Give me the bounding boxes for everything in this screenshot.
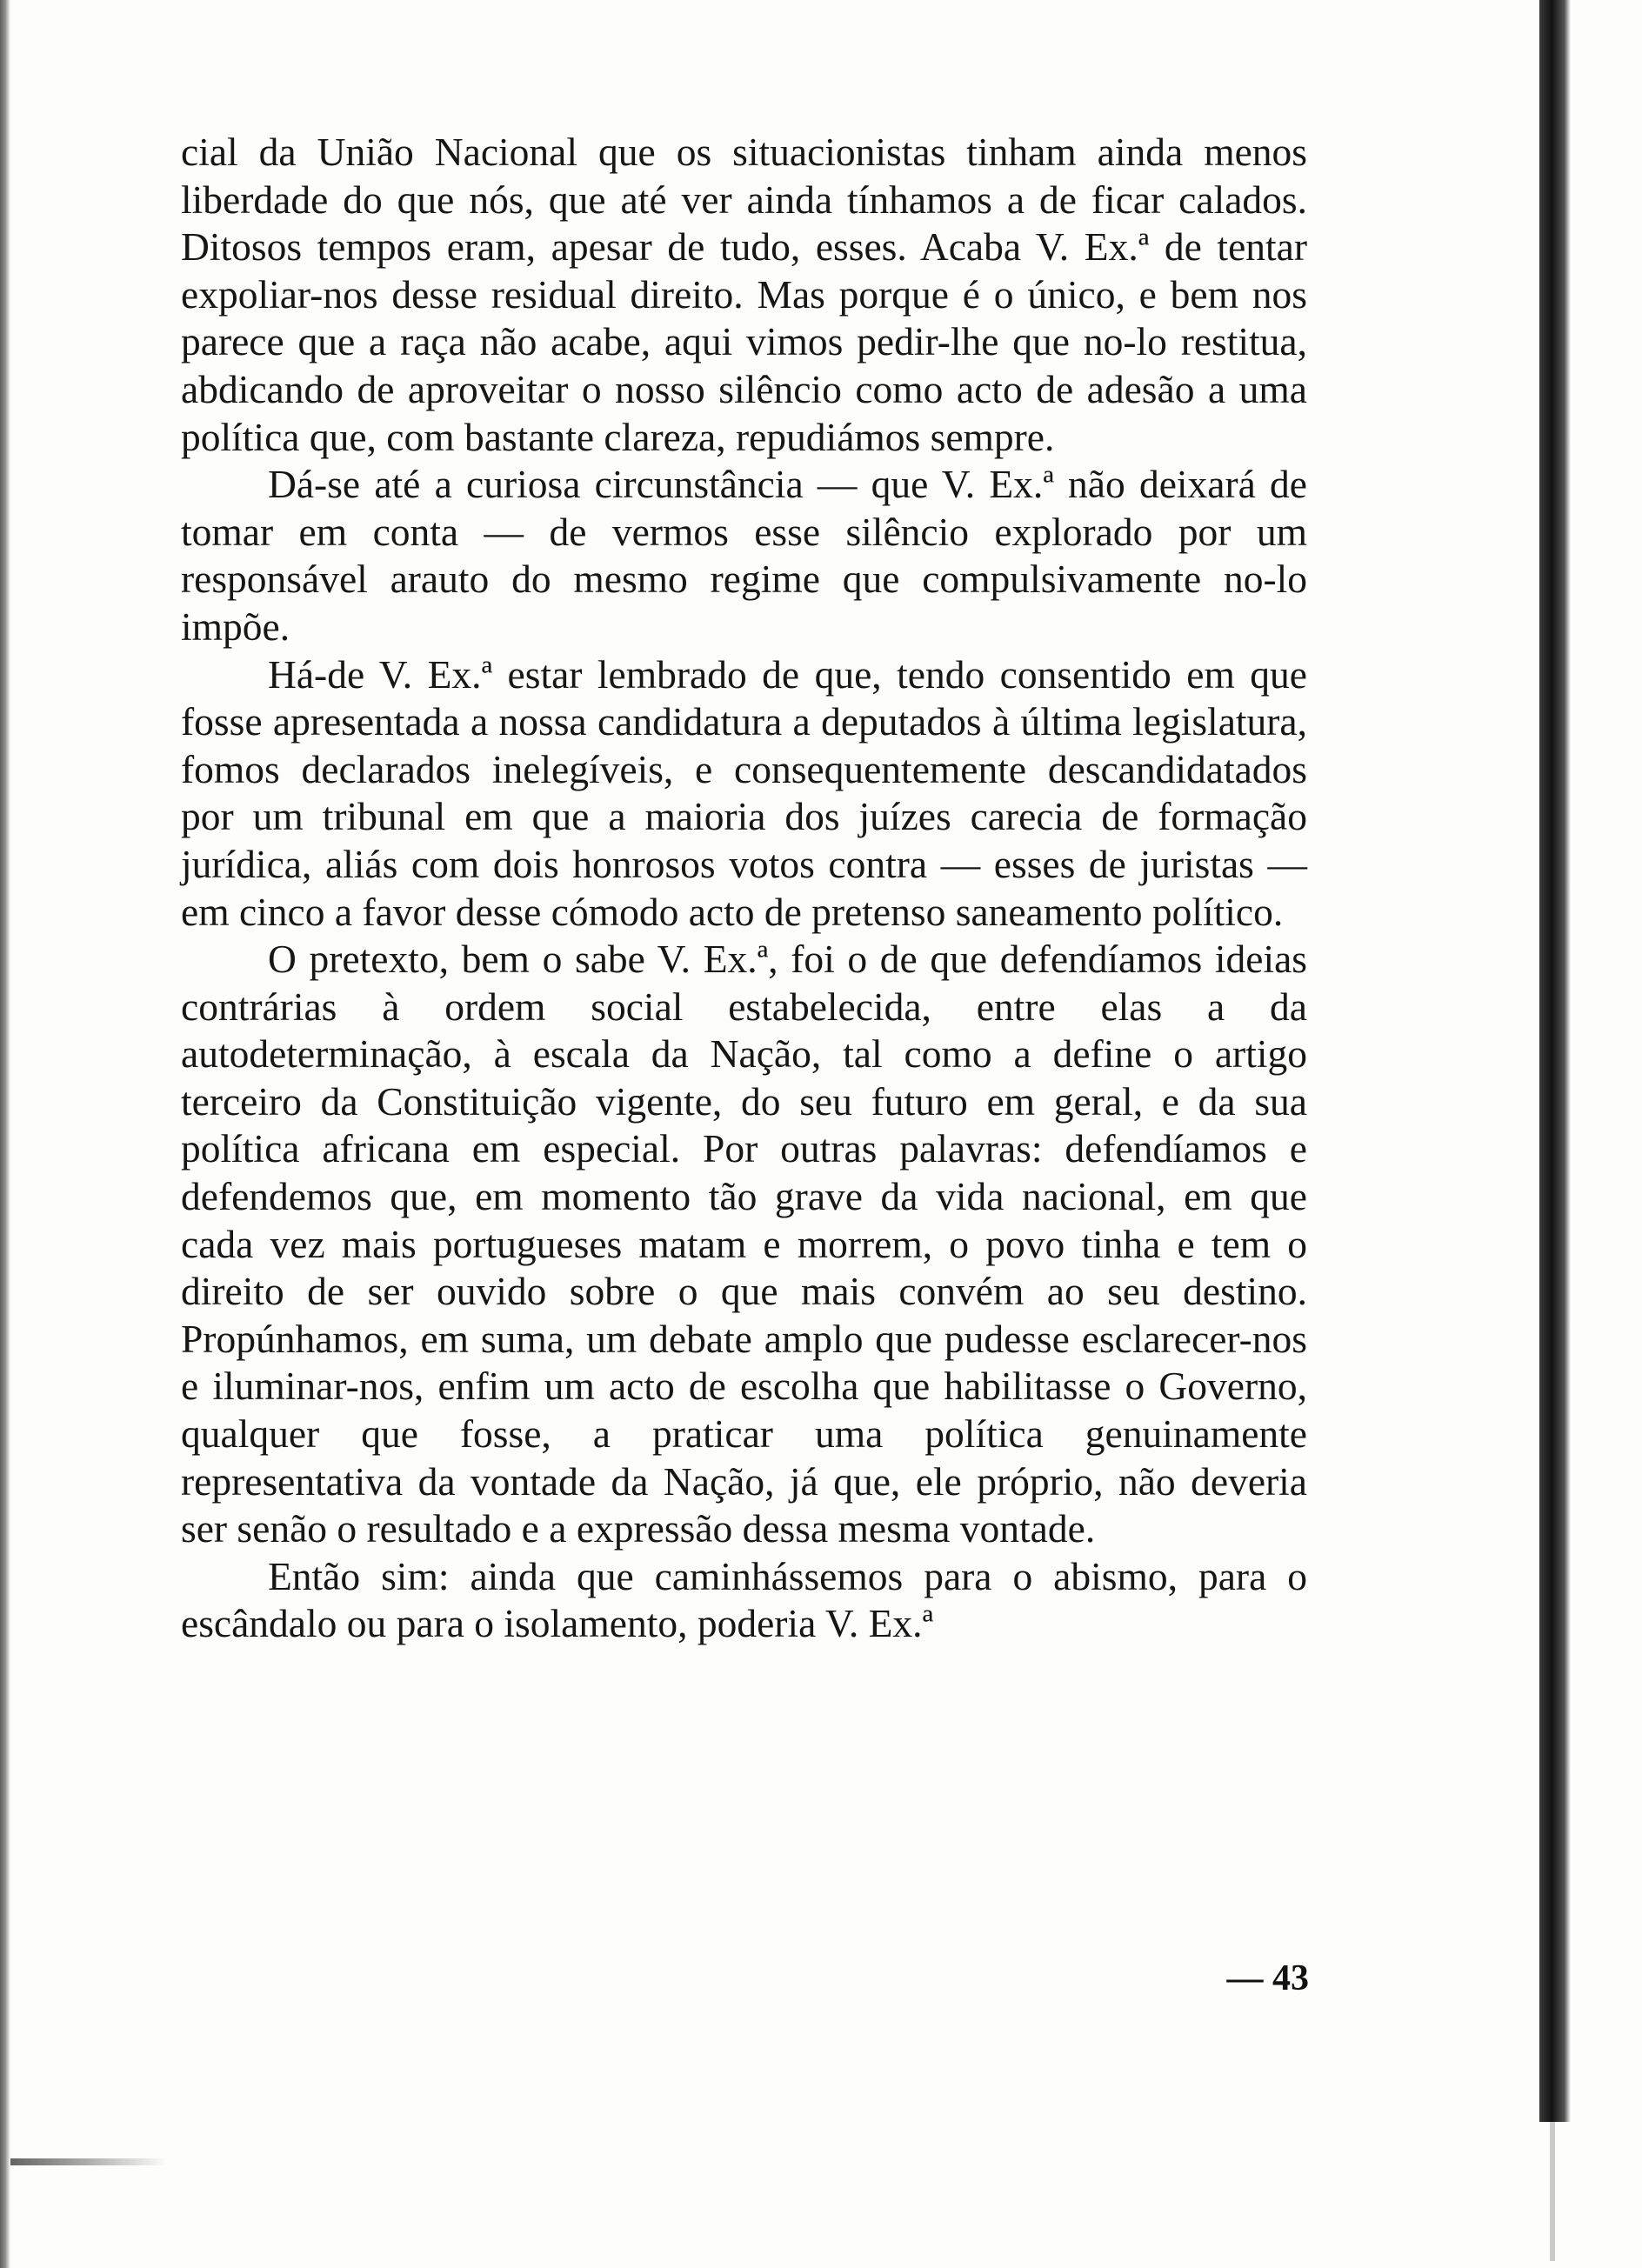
paragraph-3: Há-de V. Ex.ª estar lembrado de que, tendo consentido em que fosse apresentada a nossa candidatura a deputados à última legislatura, fomos declarados inelegíveis, e consequentemente descandidatados por um tribunal em que a maioria dos juízes carecia de formação jurídica, aliás com dois honrosos votos contra — esses de juristas — em cinco a favor desse cómodo acto de pretenso saneamento político. [181, 651, 1307, 934]
paragraph-2: Dá-se até a curiosa circunstância — que V. Ex.ª não deixará de tomar em conta — de vermos esse silêncio explorado por um responsável arauto do mesmo regime que compulsivamente no-lo impõe. [181, 462, 1307, 649]
body-text [181, 129, 1307, 1648]
page-number: — 43 [1226, 1958, 1309, 1998]
page-left-edge [0, 0, 10, 2268]
paragraph-4: O pretexto, bem o sabe V. Ex.ª, foi o de que defendíamos ideias contrárias à ordem social estabelecida, entre elas a da autodeterminação, à escala da Nação, tal como a define o artigo terceiro da Constituição vigente, do seu futuro em geral, e da sua política africana em especial. Por outras palavras: defendíamos e defendemos que, em momento tão grave da vida nacional, em que cada vez mais portugueses matam e morrem, o povo tinha e tem o direito de ser ouvido sobre o que mais convém ao seu destino. Propúnhamos, em suma, um debate amplo que pudesse esclarecer-nos e iluminar-nos, enfim um acto de escolha que habilitasse o Governo, qualquer que fosse, a praticar uma política genuinamente representativa da vontade da Nação, já que, ele próprio, não deveria ser senão o resultado e a expressão dessa mesma vontade. [181, 937, 1307, 1551]
page-right-edge-shadow [1550, 2122, 1555, 2261]
book-spine-edge [1539, 0, 1571, 2122]
paragraph-1: cial da União Nacional que os situacionistas tinham ainda menos liberdade do que nós, que até ver ainda tínhamos a de ficar calados. Ditosos tempos eram, apesar de tudo, esses. Acaba V. Ex.ª de tentar expoliar-nos desse residual direito. Mas porque é o único, e bem nos parece que a raça não acabe, aqui vimos pedir-lhe que no-lo restitua, abdicando de aproveitar o nosso silêncio como acto de adesão a uma política que, com bastante clareza, repudiámos sempre. [181, 130, 1307, 459]
paragraph-5: Então sim: ainda que caminhássemos para o abismo, para o escândalo ou para o isolamento, poderia V. Ex.ª [181, 1553, 1307, 1646]
scan-artifact-mark [10, 2158, 167, 2165]
